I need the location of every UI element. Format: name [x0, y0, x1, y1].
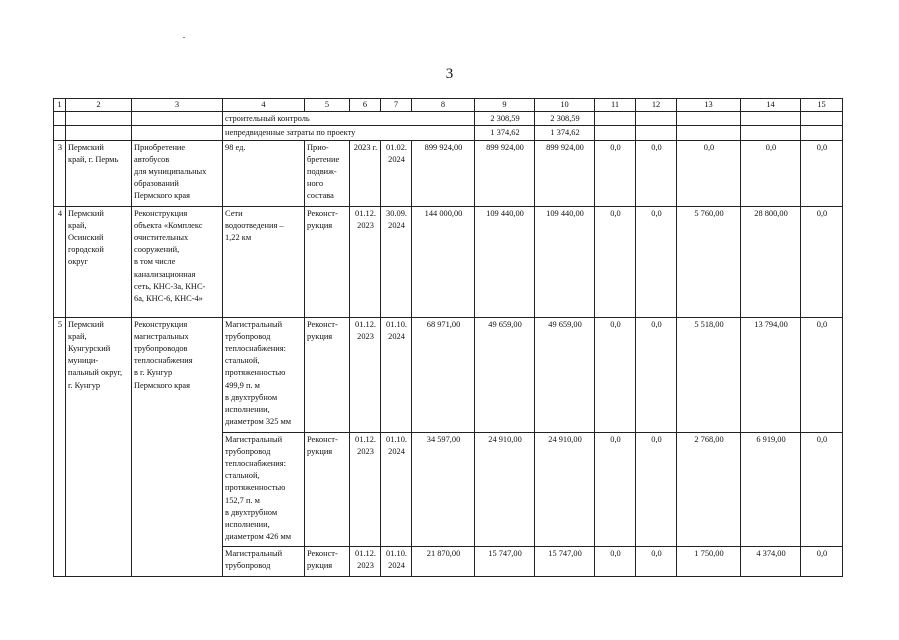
work-type-cell-text: Прио- бретение подвиж- ного состава: [307, 142, 340, 201]
amount-c10-text: 15 747,00: [548, 548, 582, 558]
amount-c11: [595, 317, 636, 432]
amount-c9: [475, 206, 535, 317]
row-number-text: 5: [57, 319, 63, 329]
work-type-cell-text: Реконст- рукция: [307, 548, 338, 570]
work-type-cell-text: Реконст- рукция: [307, 208, 338, 230]
row-number: [54, 317, 66, 576]
capacity-cell-text: 98 ед.: [225, 142, 246, 152]
start-date-cell: [350, 546, 381, 576]
amount-c9: [475, 140, 535, 206]
capacity-cell: [223, 140, 305, 206]
work-type-cell: [305, 546, 350, 576]
cost-value-col10: [535, 126, 595, 140]
amount-c14: [741, 432, 801, 546]
row-number: [54, 140, 66, 206]
capacity-cell-text: Магистральный трубопровод: [225, 548, 283, 570]
end-date-cell: [381, 317, 412, 432]
amount-c11: [595, 432, 636, 546]
amount-c8-text: 899 924,00: [424, 142, 463, 152]
start-date-cell-text: 01.12. 2023: [355, 548, 376, 570]
amount-c15-text: 0,0: [816, 319, 828, 329]
row-number: [54, 206, 66, 317]
end-date-cell: [381, 432, 412, 546]
start-date-cell-text: 01.12. 2023: [355, 434, 376, 456]
end-date-cell: [381, 140, 412, 206]
amount-c10: [535, 140, 595, 206]
column-number-8: 8: [412, 99, 475, 112]
end-date-cell-text: 01.02. 2024: [386, 142, 407, 164]
amount-c15-text: 0,0: [816, 142, 828, 152]
capacity-cell: [223, 206, 305, 317]
empty-cell: [54, 126, 66, 140]
cost-value-col9-text: 1 374,62: [490, 128, 520, 138]
amount-c12-text: 0,0: [651, 434, 662, 444]
project-name-cell: [132, 317, 223, 576]
amount-c8: [412, 546, 475, 576]
column-number-11: 11: [595, 99, 636, 112]
empty-cell: [741, 112, 801, 126]
amount-c8: [412, 317, 475, 432]
amount-c10-text: 109 440,00: [546, 208, 584, 218]
start-date-cell-text: 01.12. 2023: [355, 208, 376, 230]
cost-row: [54, 112, 843, 126]
amount-c10-text: 899 924,00: [546, 142, 584, 152]
cost-value-col9-text: 2 308,59: [490, 114, 520, 124]
capacity-cell-text: Магистральный трубопровод теплоснабжения: стальной, протяженностью 499,9 п. м в двухтрубном исполнении, диаметром 325 мм: [225, 319, 292, 427]
amount-c12: [636, 317, 677, 432]
work-type-cell: [305, 206, 350, 317]
location-cell: [66, 140, 132, 206]
start-date-cell: [350, 317, 381, 432]
capacity-cell-text: Сети водоотведения – 1,22 км: [225, 208, 284, 243]
empty-cell: [801, 126, 843, 140]
capacity-cell: [223, 546, 305, 576]
cost-value-col10-text: 2 308,59: [550, 114, 580, 124]
work-type-cell: [305, 140, 350, 206]
amount-c12: [636, 140, 677, 206]
amount-c9: [475, 317, 535, 432]
column-number-3: 3: [132, 99, 223, 112]
amount-c14: [741, 317, 801, 432]
amount-c13: [677, 317, 741, 432]
cost-value-col9: [475, 112, 535, 126]
amount-c11-text: 0,0: [610, 142, 621, 152]
amount-c9-text: 49 659,00: [488, 319, 522, 329]
amount-c14-text: 0,0: [765, 142, 777, 152]
empty-cell: [132, 126, 223, 140]
cost-value-col10: [535, 112, 595, 126]
amount-c8-text: 21 870,00: [426, 548, 461, 558]
amount-c15-text: 0,0: [816, 548, 828, 558]
amount-c15: [801, 140, 843, 206]
amount-c14: [741, 206, 801, 317]
end-date-cell-text: 01.10. 2024: [386, 319, 407, 341]
amount-c14-text: 4 374,00: [756, 548, 786, 558]
amount-c13-text: 2 768,00: [694, 434, 724, 444]
amount-c10: [535, 432, 595, 546]
column-number-15: 15: [801, 99, 843, 112]
cost-label: [223, 126, 475, 140]
scan-speck: [183, 37, 185, 38]
amount-c11-text: 0,0: [610, 319, 621, 329]
work-type-cell-text: Реконст- рукция: [307, 319, 338, 341]
empty-cell: [595, 112, 636, 126]
amount-c14-text: 28 800,00: [754, 208, 788, 218]
amount-c11: [595, 140, 636, 206]
project-name-cell-text: Реконструкция магистральных трубопроводов теплоснабжения в г. Кунгур Пермского края: [134, 319, 193, 390]
amount-c12: [636, 432, 677, 546]
amount-c9-text: 899 924,00: [486, 142, 524, 152]
project-name-cell-text: Приобретение автобусов для муниципальных образований Пермского края: [134, 142, 207, 201]
location-cell-text: Пермский край, г. Пермь: [68, 142, 119, 164]
start-date-cell: [350, 140, 381, 206]
amount-c9: [475, 546, 535, 576]
empty-cell: [636, 126, 677, 140]
amount-c10: [535, 206, 595, 317]
row-number-text: 4: [57, 208, 63, 218]
amount-c10-text: 49 659,00: [548, 319, 582, 329]
amount-c11: [595, 546, 636, 576]
amount-c8: [412, 140, 475, 206]
empty-cell: [677, 112, 741, 126]
empty-cell: [741, 126, 801, 140]
amount-c12-text: 0,0: [651, 208, 662, 218]
amount-c13: [677, 546, 741, 576]
column-number-6: 6: [350, 99, 381, 112]
column-number-4: 4: [223, 99, 305, 112]
column-number-1: 1: [54, 99, 66, 112]
capacity-cell-text: Магистральный трубопровод теплоснабжения: стальной, протяженностью 152,7 п. м в двухтрубном исполнении, диаметром 426 мм: [225, 434, 292, 542]
location-cell: [66, 317, 132, 576]
table-row: [54, 317, 843, 432]
work-type-cell: [305, 317, 350, 432]
empty-cell: [636, 112, 677, 126]
amount-c11-text: 0,0: [610, 548, 621, 558]
amount-c13-text: 5 518,00: [694, 319, 724, 329]
amount-c13-text: 5 760,00: [694, 208, 724, 218]
amount-c15: [801, 546, 843, 576]
amount-c9: [475, 432, 535, 546]
location-cell: [66, 206, 132, 317]
amount-c13-text: 1 750,00: [694, 548, 724, 558]
table-row: [54, 206, 843, 317]
column-number-13: 13: [677, 99, 741, 112]
amount-c12-text: 0,0: [651, 319, 662, 329]
empty-cell: [801, 112, 843, 126]
amount-c13: [677, 206, 741, 317]
row-number-text: 3: [57, 142, 63, 152]
start-date-cell-text: 01.12. 2023: [355, 319, 376, 341]
amount-c14: [741, 140, 801, 206]
amount-c12-text: 0,0: [651, 142, 662, 152]
table-row: [54, 140, 843, 206]
cost-row: [54, 126, 843, 140]
start-date-cell: [350, 206, 381, 317]
cost-label: [223, 112, 475, 126]
column-number-12: 12: [636, 99, 677, 112]
amount-c14-text: 6 919,00: [756, 434, 786, 444]
cost-label-text: строительный контроль: [225, 114, 310, 124]
amount-c13-text: 0,0: [703, 142, 715, 152]
column-number-2: 2: [66, 99, 132, 112]
amount-c15: [801, 317, 843, 432]
capacity-cell: [223, 432, 305, 546]
amount-c9-text: 24 910,00: [488, 434, 522, 444]
amount-c8: [412, 206, 475, 317]
amount-c11-text: 0,0: [610, 208, 621, 218]
amount-c8-text: 68 971,00: [426, 319, 461, 329]
amount-c15: [801, 206, 843, 317]
amount-c15-text: 0,0: [816, 208, 828, 218]
empty-cell: [54, 112, 66, 126]
end-date-cell: [381, 206, 412, 317]
amount-c12: [636, 206, 677, 317]
amount-c14-text: 13 794,00: [754, 319, 788, 329]
column-number-7: 7: [381, 99, 412, 112]
amount-c13: [677, 140, 741, 206]
amount-c11: [595, 206, 636, 317]
column-number-10: 10: [535, 99, 595, 112]
empty-cell: [66, 112, 132, 126]
project-name-cell: [132, 140, 223, 206]
start-date-cell-text: 2023 г.: [353, 142, 378, 152]
location-cell-text: Пермский край, Кунгурский муници- пальный округ, г. Кунгур: [68, 319, 123, 390]
empty-cell: [66, 126, 132, 140]
capacity-cell: [223, 317, 305, 432]
column-number-row: [54, 99, 843, 112]
work-type-cell-text: Реконст- рукция: [307, 434, 338, 456]
end-date-cell-text: 01.10. 2024: [386, 434, 407, 456]
cost-label-text: непредвиденные затраты по проекту: [225, 128, 356, 138]
amount-c15-text: 0,0: [816, 434, 828, 444]
end-date-cell-text: 01.10. 2024: [386, 548, 407, 570]
column-number-14: 14: [741, 99, 801, 112]
empty-cell: [595, 126, 636, 140]
column-number-5: 5: [305, 99, 350, 112]
amount-c12: [636, 546, 677, 576]
column-number-9: 9: [475, 99, 535, 112]
amount-c12-text: 0,0: [651, 548, 662, 558]
project-name-cell: [132, 206, 223, 317]
program-table: [53, 98, 843, 577]
amount-c9-text: 109 440,00: [486, 208, 524, 218]
amount-c10-text: 24 910,00: [548, 434, 582, 444]
amount-c8-text: 34 597,00: [426, 434, 461, 444]
amount-c8-text: 144 000,00: [424, 208, 463, 218]
amount-c15: [801, 432, 843, 546]
empty-cell: [677, 126, 741, 140]
amount-c10: [535, 317, 595, 432]
page-number: 3: [445, 66, 454, 82]
cost-value-col9: [475, 126, 535, 140]
project-name-cell-text: Реконструкция объекта «Комплекс очистительных сооружений, в том числе канализационная сеть, КНС-3а, КНС- 6а, КНС-6, КНС-4»: [134, 208, 206, 304]
amount-c14: [741, 546, 801, 576]
end-date-cell-text: 30.09. 2024: [386, 208, 407, 230]
start-date-cell: [350, 432, 381, 546]
empty-cell: [132, 112, 223, 126]
amount-c13: [677, 432, 741, 546]
work-type-cell: [305, 432, 350, 546]
amount-c9-text: 15 747,00: [488, 548, 522, 558]
cost-value-col10-text: 1 374,62: [550, 128, 580, 138]
location-cell-text: Пермский край, Осинский городской округ: [68, 208, 104, 267]
end-date-cell: [381, 546, 412, 576]
amount-c8: [412, 432, 475, 546]
amount-c11-text: 0,0: [610, 434, 621, 444]
amount-c10: [535, 546, 595, 576]
